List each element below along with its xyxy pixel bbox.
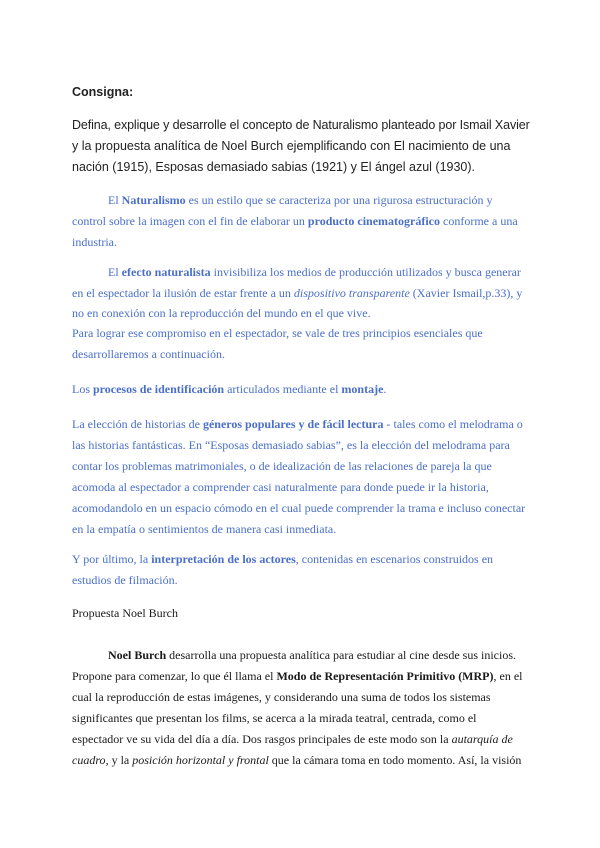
paragraph-naturalismo: [72, 190, 530, 253]
paragraph-line: El Naturalismo es un estilo que se caracteriza por una rigurosa estructuración y: [108, 193, 493, 207]
paragraph-burch: [72, 645, 530, 771]
paragraph-generos: [72, 414, 530, 540]
paragraph-line: Propone para comenzar, lo que él llama el Modo de Representación Primitivo (MRP), en el: [72, 669, 523, 683]
paragraph-line: contar los problemas matrimoniales, o de idealización de las relaciones de pareja la que: [72, 459, 492, 473]
paragraph-line: las historias fantásticas. En “Esposas demasiado sabias”, es la elección del melodrama para: [72, 438, 510, 452]
paragraph-line: control sobre la imagen con el fin de elaborar un producto cinematográfico conforme a una: [72, 214, 518, 228]
consigna-line: Defina, explique y desarrolle el concepto de Naturalismo planteado por Ismail Xavier: [72, 118, 530, 132]
paragraph-efecto-naturalista: [72, 262, 530, 365]
paragraph-line: cuadro, y la posición horizontal y frontal que la cámara toma en todo momento. Así, la visión: [72, 753, 522, 767]
burch-section-title: Propuesta Noel Burch: [72, 606, 178, 620]
paragraph-line: desarrollaremos a continuación.: [72, 347, 225, 361]
consigna-heading: Consigna:: [72, 85, 134, 99]
paragraph-line: en el espectador la ilusión de estar frente a un dispositivo transparente (Xavier Ismail,p.33), y: [72, 286, 523, 300]
paragraph-line: significantes que presentan los films, se acerca a la mirada teatral, centrada, como el: [72, 711, 477, 725]
paragraph-line: acomoda al espectador a comprender casi naturalmente para donde puede ir la historia,: [72, 480, 489, 494]
consigna-line: y la propuesta analítica de Noel Burch ejemplificando con El nacimiento de una: [72, 139, 511, 153]
paragraph-line: espectador ve su vida del día a día. Dos rasgos principales de este modo son la autarquía de: [72, 732, 513, 746]
paragraph-identificacion: [72, 379, 530, 400]
consigna-section: [72, 84, 530, 100]
consigna-text: [72, 115, 530, 178]
paragraph-line: estudios de filmación.: [72, 573, 178, 587]
paragraph-line: no en conexión con la reproducción del mundo en el que vive.: [72, 306, 371, 320]
paragraph-line: La elección de historias de géneros populares y de fácil lectura - tales como el melodrama o: [72, 417, 523, 431]
paragraph-line: industria.: [72, 235, 117, 249]
consigna-line: nación (1915), Esposas demasiado sabias (1921) y El ángel azul (1930).: [72, 160, 476, 174]
paragraph-line: cual la reproducción de estas imágenes, y considerando una suma de todos los sistemas: [72, 690, 491, 704]
paragraph-actores: [72, 549, 530, 591]
paragraph-line: Noel Burch desarrolla una propuesta analítica para estudiar al cine desde sus inicios.: [108, 648, 516, 662]
paragraph-line: en la empatía o sentimientos de manera casi inmediata.: [72, 522, 337, 536]
paragraph-line: Para lograr ese compromiso en el espectador, se vale de tres principios esenciales que: [72, 326, 483, 340]
paragraph-line: acomodandolo en un espacio cómodo en el cual puede comprender la trama e incluso conectar: [72, 501, 526, 515]
paragraph-line: El efecto naturalista invisibiliza los medios de producción utilizados y busca generar: [108, 265, 521, 279]
paragraph-line: Y por último, la interpretación de los actores, contenidas en escenarios construidos en: [72, 552, 494, 566]
paragraph-line: Los procesos de identificación articulados mediante el montaje.: [72, 382, 387, 396]
